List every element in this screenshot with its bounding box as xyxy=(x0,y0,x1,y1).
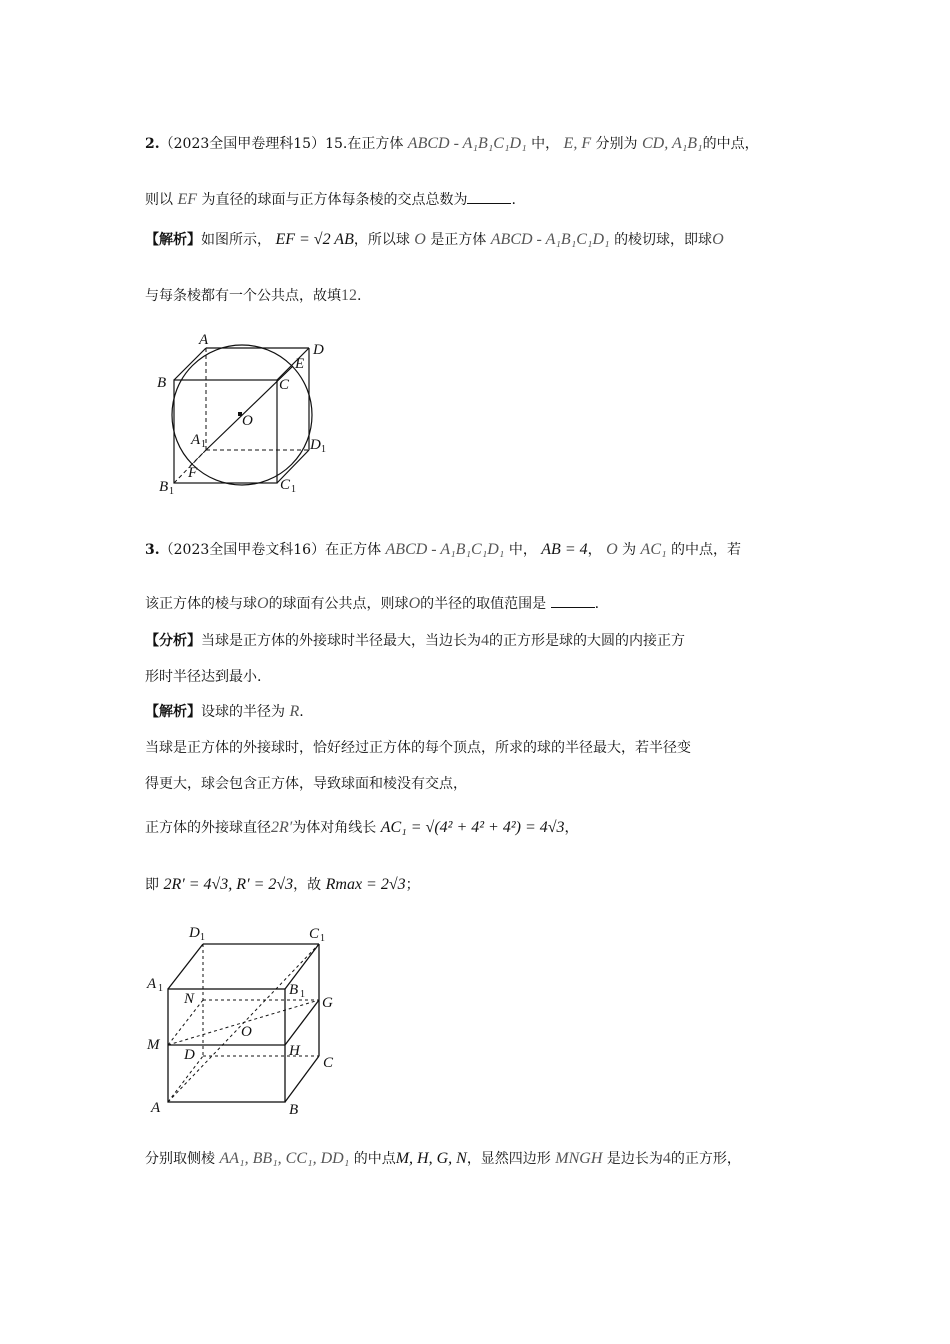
radius-r: R xyxy=(289,703,300,720)
p2-text: 的棱切球，即球 xyxy=(614,232,713,248)
p3-text: 该正方体的棱与球 xyxy=(145,596,257,612)
sphere-o: O xyxy=(257,595,269,612)
p2-text: 分别为 xyxy=(595,136,638,152)
p2-text: ，所以球 xyxy=(353,232,410,248)
subscript: 1 xyxy=(201,439,206,450)
p3-solution-line1 xyxy=(145,701,304,723)
label-c1: C xyxy=(309,926,320,942)
p2-text: 中， xyxy=(531,136,560,152)
answer-blank xyxy=(551,595,595,608)
p3-text: 正方体的外接球直径 xyxy=(145,820,271,836)
p3-text: 即 xyxy=(145,877,159,893)
cube-edge xyxy=(168,944,203,989)
subscript: 1 xyxy=(321,444,326,455)
solution-tag: 【解析】 xyxy=(145,232,201,248)
p3-text: ，故 xyxy=(293,877,322,893)
answer-blank xyxy=(467,191,511,204)
subscript: 1 xyxy=(158,983,163,994)
label-a: A xyxy=(151,1100,161,1116)
diameter-2r: 2R′ xyxy=(271,819,293,836)
label-d: D xyxy=(184,1047,195,1063)
p3-text: 的中点 xyxy=(353,1151,396,1167)
label-g: G xyxy=(322,995,333,1011)
label-o: O xyxy=(242,413,253,429)
label-b1: B xyxy=(289,982,299,998)
p3-question: 的半径的取值范围是 xyxy=(420,596,547,612)
label-d1: D xyxy=(189,925,200,941)
label-f: F xyxy=(188,465,198,481)
label-c: C xyxy=(279,377,290,393)
p2-text: 则以 xyxy=(145,192,173,208)
p3-text: 为体对角线长 xyxy=(292,820,377,836)
subscript: 1 xyxy=(300,989,305,1000)
p2-cube: ABCD - A₁B₁C₁D₁ xyxy=(407,135,527,152)
p2-line2 xyxy=(145,189,516,211)
sphere-o: O xyxy=(408,595,421,612)
p2-solution-line2 xyxy=(145,285,361,307)
label-a1: A xyxy=(191,432,201,448)
label-c: C xyxy=(323,1055,334,1071)
p3-text: . xyxy=(299,704,304,720)
label-m: M xyxy=(147,1037,160,1053)
p2-text: . xyxy=(511,192,516,208)
subscript: 1 xyxy=(320,933,325,944)
subscript: 1 xyxy=(291,484,296,495)
p3-text: 得更大，球会包含正方体，导致球面和棱没有交点， xyxy=(145,776,467,792)
cube-edge xyxy=(285,1056,319,1102)
p3-solution-line2 xyxy=(145,737,691,759)
p2-ef: E, F xyxy=(563,135,592,152)
p2-ef-diameter: EF xyxy=(177,191,197,208)
p3-text: 中， xyxy=(508,542,537,558)
number-four: 4 xyxy=(662,1150,671,1167)
figure-cube-sphere xyxy=(150,328,340,500)
p3-text: 设球的半径为 xyxy=(201,704,285,720)
label-b1: B xyxy=(159,479,169,495)
p2-text: 是正方体 xyxy=(430,232,487,248)
rmax-equation: Rmax = 2√3 xyxy=(325,876,406,893)
p3-solution-line3 xyxy=(145,773,467,795)
p3-solution-line4 xyxy=(145,817,579,839)
p3-ab: AB = 4 xyxy=(541,541,588,558)
p2-text: 的中点， xyxy=(702,136,759,152)
figure-cube-square xyxy=(140,918,350,1123)
sphere-o: O xyxy=(606,541,618,558)
label-o: O xyxy=(241,1024,252,1040)
p3-text: 的正方形， xyxy=(670,1151,741,1167)
label-a: A xyxy=(199,332,209,348)
p2-cd-a1b1: CD, A₁B₁ xyxy=(642,135,703,152)
p3-number: 3. xyxy=(145,542,160,558)
label-a1: A xyxy=(147,976,157,992)
cube-edge xyxy=(277,348,309,380)
p2-text: 如图所示， xyxy=(201,232,271,248)
diagonal-ac1 xyxy=(168,944,319,1102)
midpoints: M, H, G, N xyxy=(395,1150,467,1167)
p3-ac1: AC₁ xyxy=(640,541,667,558)
p3-line2 xyxy=(145,593,599,615)
number-four: 4 xyxy=(481,632,489,649)
p3-text: ， xyxy=(564,820,579,836)
p3-text: ； xyxy=(405,877,420,893)
p3-analysis-line1 xyxy=(145,630,685,652)
p3-text: 当球是正方体的外接球时半径最大，当边长为 xyxy=(201,633,481,649)
label-c1: C xyxy=(280,477,291,493)
radius-equation: 2R′ = 4√3, R′ = 2√3 xyxy=(163,876,294,893)
p2-equation: EF = √2 AB xyxy=(275,231,354,248)
p3-solution-line6 xyxy=(145,1148,741,1170)
sphere-o: O xyxy=(712,231,724,248)
p3-text: 为 xyxy=(622,542,637,558)
label-b: B xyxy=(289,1102,299,1118)
p2-question: 为直径的球面与正方体每条棱的交点总数为 xyxy=(201,192,468,208)
p3-text: ，显然四边形 xyxy=(466,1151,551,1167)
p3-solution-line5 xyxy=(145,874,420,896)
p3-text: 的球面有公共点，则球 xyxy=(268,596,409,612)
cube-edge xyxy=(174,348,206,380)
p2-cube: ABCD - A₁B₁C₁D₁ xyxy=(490,231,610,248)
sphere-o: O xyxy=(414,231,426,248)
p3-text: 的中点，若 xyxy=(671,542,742,558)
p3-text: 分别取侧棱 xyxy=(145,1151,215,1167)
label-e: E xyxy=(295,356,305,372)
subscript: 1 xyxy=(169,486,174,497)
p2-text: 与每条棱都有一个公共点，故填 xyxy=(145,288,341,304)
solution-tag: 【解析】 xyxy=(145,704,201,720)
lateral-edges: AA₁, BB₁, CC₁, DD₁ xyxy=(219,1150,350,1167)
p2-answer: 12 xyxy=(341,287,357,304)
quadrilateral-mngh: MNGH xyxy=(555,1150,603,1167)
p3-analysis-line2 xyxy=(145,666,261,688)
p2-number: 2. xyxy=(145,136,160,152)
label-h: H xyxy=(289,1043,300,1059)
p2-text: . xyxy=(357,288,362,304)
p2-solution-line1 xyxy=(145,229,724,251)
p2-line1 xyxy=(145,133,759,155)
p3-text: 是边长为 xyxy=(606,1151,663,1167)
analysis-tag: 【分析】 xyxy=(145,633,201,649)
p3-text: 形时半径达到最小. xyxy=(145,669,262,685)
p3-text: . xyxy=(594,596,600,612)
label-b: B xyxy=(157,375,167,391)
segment-hg xyxy=(285,1000,319,1045)
label-d: D xyxy=(313,342,324,358)
p2-source: （2023全国甲卷理科15）15.在正方体 xyxy=(159,136,404,152)
diagonal-equation: AC₁ = √(4² + 4² + 4²) = 4√3 xyxy=(380,819,565,836)
p3-text: 当球是正方体的外接球时，恰好经过正方体的每个顶点，所求的球的半径最大，若半径变 xyxy=(145,740,691,756)
label-d1: D xyxy=(310,437,321,453)
p3-text: ， xyxy=(587,542,602,558)
label-n: N xyxy=(184,991,195,1007)
p3-source: （2023全国甲卷文科16）在正方体 xyxy=(159,542,382,558)
p3-line1 xyxy=(145,539,741,561)
subscript: 1 xyxy=(200,932,205,943)
p3-text: 的正方形是球的大圆的内接正方 xyxy=(489,633,685,649)
p3-cube: ABCD - A₁B₁C₁D₁ xyxy=(385,541,505,558)
